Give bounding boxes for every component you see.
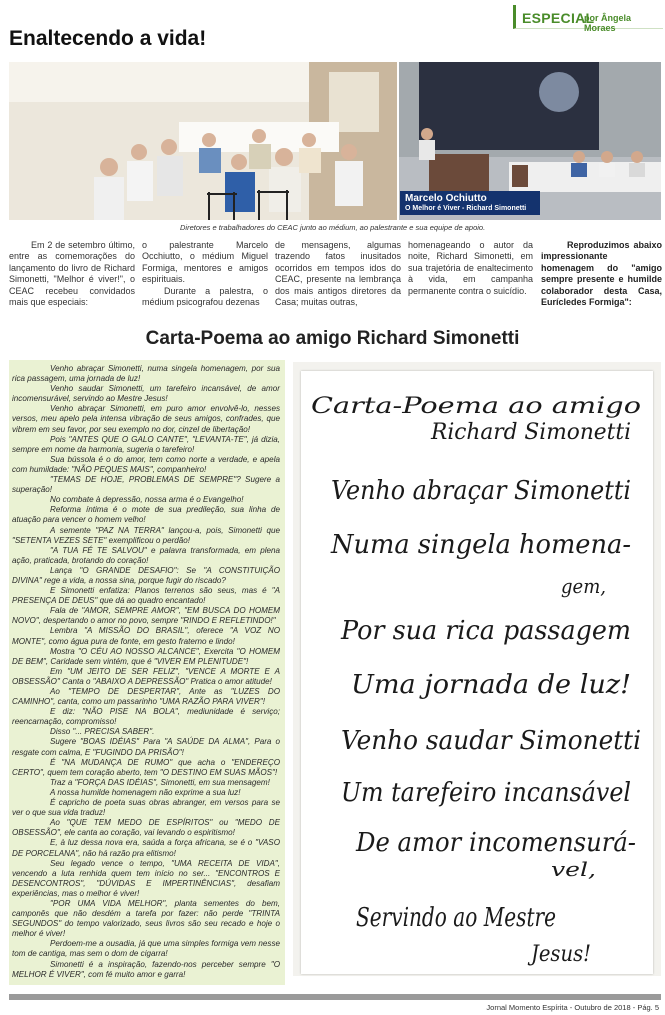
handwritten-note: [301, 371, 653, 974]
poem-paragraph: Venho saudar Simonetti, um tarefeiro incansável, de amor incomensurável, servindo ao Mestre Jesus!: [12, 384, 280, 404]
poem-paragraph: Venho abraçar Simonetti, em puro amor envolvê-lo, nesses versos, meu apelo pela intensa vibração de seus amigos, confrades, que vibrem em seu favor, por seu exemplo no dor, cinzel de libertação!: [12, 404, 280, 434]
article-paragraph: homenageando o autor da noite, Richard Simonetti, em sua trajetória de enaltecimento à vida, em campanha permanente contra o suicídio.: [408, 240, 533, 296]
poem-paragraph: Disso "... PRECISA SABER".: [50, 727, 155, 737]
handwritten-line: Carta-Poema ao amigo: [311, 394, 641, 419]
poem-paragraph: Lança "O GRANDE DESAFIO": Se "A CONSTITUIÇÃO DIVINA" rege a vida, a nossa sina, porque fugir do riscado?: [12, 565, 280, 585]
footer-text: Jornal Momento Espírita - Outubro de 2018 - Pág. 5: [486, 1003, 659, 1012]
handwritten-line: Venho saudar Simonetti: [341, 726, 641, 756]
poem-paragraph: Sugere "BOAS IDÉIAS" Para "A SAÚDE DA ALMA", Para o resgate com calma, E "FUGINDO DA PRISÃO"!: [12, 737, 280, 757]
article-paragraph: Durante a palestra, o médium psicografou dezenas: [142, 285, 268, 308]
poem-text: [12, 364, 280, 980]
handwritten-line: Uma jornada de luz!: [351, 670, 631, 700]
poem-paragraph: E Simonetti enfatiza: Planos terrenos são seus, mas é "A PRESENÇA DE DEUS" que dá ao quadro encantado!: [12, 586, 280, 606]
poem-paragraph: Traz a "FORÇA DAS IDÉIAS", Simonetti, em sua mensagem!: [50, 777, 270, 787]
article-intro: Reproduzimos abaixo impressionante homenagem do "amigo sempre presente e humilde colaborador desta Casa, Eurícledes Formiga":: [541, 240, 662, 308]
poem-paragraph: Simonetti é a inspiração, fazendo-nos perceber sempre "O MELHOR É VIVER", com fé muito amor e garra!: [12, 959, 280, 979]
handwritten-line: Servindo ao Mestre: [356, 903, 556, 933]
article-title: Enaltecendo a vida!: [9, 27, 207, 50]
footer-rule: [9, 994, 661, 1000]
article-column-2: [142, 240, 268, 308]
handwriting-svg: [301, 371, 653, 974]
poem-paragraph: "TEMAS DE HOJE, PROBLEMAS DE SEMPRE"? Sugere a superação!: [12, 475, 280, 495]
poem-paragraph: Pois "ANTES QUE O GALO CANTE", "LEVANTA-TE", já dizia, sempre em nome da harmonia, sugeria o tarefeiro!: [12, 434, 280, 454]
article-column-1: [9, 240, 135, 308]
author-byline: por Ângela Moraes: [584, 13, 632, 33]
poem-paragraph: A semente "PAZ NA TERRA" lançou-a, pois, Simonetti que "SETENTA VEZES SETE" exemplificou o perdão!: [12, 525, 280, 545]
poem-paragraph: Em "UM JEITO DE SER FELIZ", "VENCE A MORTE E A OBSESSÃO" Canta o "ABAIXO A DEPRESSÃO" Pratica o amor atitude!: [12, 666, 280, 686]
poem-paragraph: Mostra "O CÉU AO NOSSO ALCANCE", Exercita "O HOMEM DE BEM", Caridade sem vintém, que é "VIVER EM PLENITUDE"!: [12, 646, 280, 666]
handwritten-line: De amor incomensurá-: [355, 828, 636, 858]
speaker-subtitle: O Melhor é Viver - Richard Simonetti: [405, 205, 527, 212]
poem-paragraph: Venho abraçar Simonetti, numa singela homenagem, por sua rica passagem, uma jornada de luz!: [12, 364, 280, 384]
section-tag: ESPECIAL: [522, 10, 595, 26]
handwritten-line: Richard Simonetti: [430, 420, 631, 445]
article-column-4: [408, 240, 533, 297]
poem-paragraph: Ao "TEMPO DE DESPERTAR", Ante as "LUZES DO CAMINHO", canta, como um passarinho "UMA RAZÃO PARA VIVER"!: [12, 687, 280, 707]
poem-paragraph: Fala de "AMOR, SEMPRE AMOR", "EM BUSCA DO HOMEM NOVO", despertando o amor no povo, sempre "RINDO E REFLETINDO!": [12, 606, 280, 626]
poem-paragraph: "A TUA FÉ TE SALVOU" e palavra transformada, em plena ação, praticada, brotando do coração!: [12, 545, 280, 565]
poem-paragraph: Seu legado vence o tempo, "UMA RECEITA DE VIDA", vencendo a luta renhida quem tem início no ser... "ENCONTROS E DESENCONTROS", "DÚVIDAS E IMPERTINÊNCIAS", desafiam experiências, mas o melhor é viver!: [12, 858, 280, 898]
poem-paragraph: Reforma íntima é o mote de sua predileção, sua linha de atuação para vencer o homem velho!: [12, 505, 280, 525]
handwritten-line: Por sua rica passagem: [340, 616, 631, 646]
article-column-3: [275, 240, 401, 308]
group-photo-illustration: [9, 62, 397, 220]
poem-paragraph: Ao "QUE TEM MEDO DE ESPÍRITOS" ou "MEDO DE OBSESSÃO", ele canta ao coração, vai levando o espiritismo!: [12, 818, 280, 838]
poem-paragraph: No combate à depressão, nossa arma é o Evangelho!: [50, 495, 244, 505]
handwritten-line: Jesus!: [527, 942, 591, 967]
photo-caption: Diretores e trabalhadores do CEAC junto ao médium, ao palestrante e sua equipe de apoio.: [180, 223, 486, 232]
group-photo: [9, 62, 397, 220]
poem-paragraph: Perdoem-me a ousadia, já que uma simples formiga vem nesse tom de cantiga, mas sem o dom de cigarra!: [12, 939, 280, 959]
article-paragraph: de mensagens, algumas trazendo fatos inusitados ocorridos em tempos idos do CEAC, presente na lembrança dos mais antigos diretores da Casa; muitas outras,: [275, 240, 401, 308]
article-paragraph: o palestrante Marcelo Occhiutto, o médium Miguel Formiga, mentores e amigos espirituais.: [142, 240, 268, 285]
article-paragraph: Em 2 de setembro último, entre as comemorações do lançamento do livro de Richard Simonetti, "Melhor é viver!", o CEAC recebeu convidados mais que especiais:: [9, 240, 135, 308]
poem-paragraph: E, à luz dessa nova era, saúda a força africana, se é o "VASO DE PORCELANA", não há razão pra elitismo!: [12, 838, 280, 858]
poem-paragraph: Sua bússola é o do amor, tem como norte a verdade, e apela com humildade: "NÃO PEQUES MAIS", companheiro!: [12, 454, 280, 474]
poem-paragraph: É "NA MUDANÇA DE RUMO" que acha o "ENDEREÇO CERTO", quem tem coração aberto, tem "O DESTINO EM SUAS MÃOS"!: [12, 757, 280, 777]
handwritten-line: vel,: [551, 857, 596, 881]
handwritten-line: gem,: [561, 574, 606, 598]
handwritten-line: Venho abraçar Simonetti: [331, 476, 631, 506]
handwritten-line: Numa singela homena-: [330, 530, 631, 560]
article-column-5: [541, 240, 662, 308]
poem-paragraph: A nossa humilde homenagem não exprime a sua luz!: [50, 787, 241, 797]
poem-paragraph: Lembra "A MISSÃO DO BRASIL", oferece "A VOZ NO MONTE", como água pura de fonte, em gesto fraterno e lindo!: [12, 626, 280, 646]
poem-paragraph: É capricho de poeta suas obras abranger, em versos para se ver o que sua vida traduz!: [12, 798, 280, 818]
speaker-name: Marcelo Ochiutto: [405, 193, 487, 204]
handwritten-line: Um tarefeiro incansável: [341, 778, 631, 808]
poem-title: Carta-Poema ao amigo Richard Simonetti: [145, 328, 520, 349]
poem-paragraph: E diz: "NÃO PISE NA BOLA", mediunidade é serviço; reencarnação, compromisso!: [12, 707, 280, 727]
poem-paragraph: "POR UMA VIDA MELHOR", planta sementes do bem, camponês que não desdém a tarefa por fazer: não perde "TRINTA SEGUNDOS" do tempo valorizado, seus livros são seu recado e hoje o melhor é viver!: [12, 898, 280, 939]
